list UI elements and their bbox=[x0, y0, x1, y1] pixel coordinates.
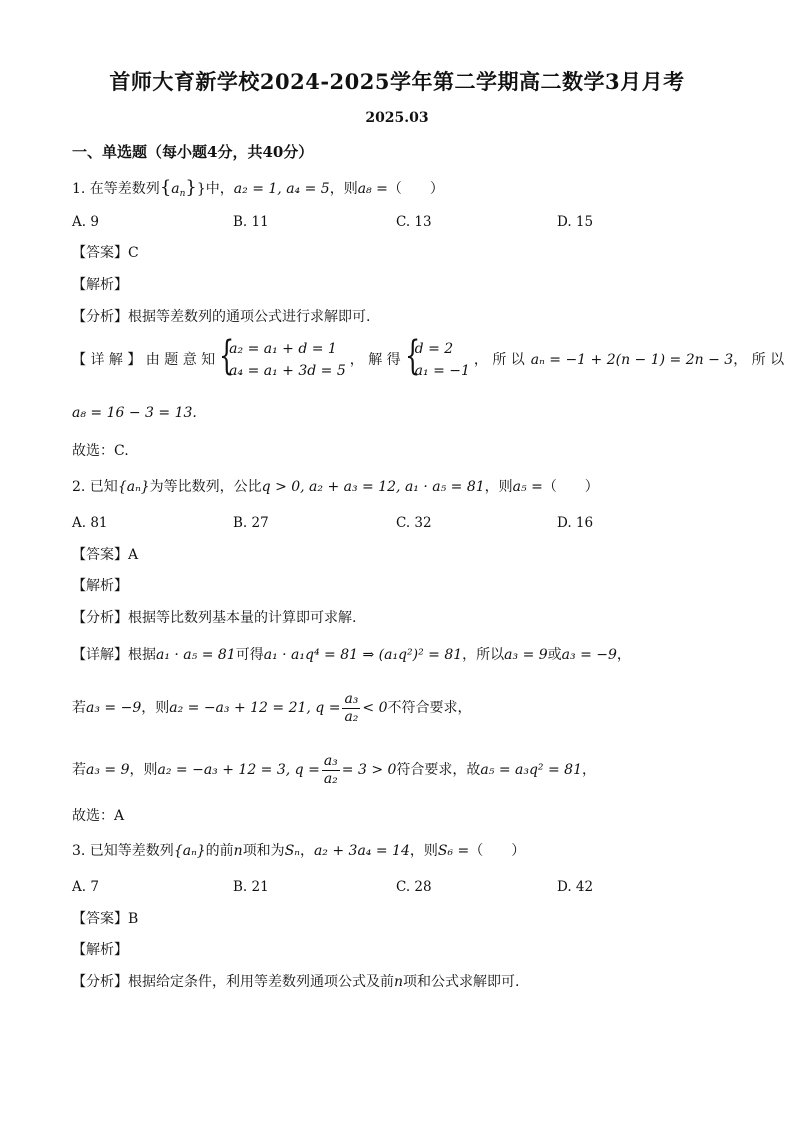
q1-condition: a₂ = 1, a₄ = 5 bbox=[233, 181, 330, 197]
q3-option-c: C. 28 bbox=[396, 879, 432, 895]
q3-ask: S₆ = bbox=[437, 843, 470, 859]
q2-fraction-1: $\frac{\text{a₃}}{\text{a₂}}$ bbox=[344, 690, 359, 725]
q2-sequence: {aₙ} bbox=[117, 479, 150, 495]
q1-general-term: aₙ = −1 + 2(n − 1) = 2n − 3 bbox=[530, 352, 734, 368]
q3-stem: 3. 已知等差数列{aₙ}的前n项和为Sₙ，a₂ + 3a₄ = 14，则S₆ =（ ） bbox=[72, 843, 526, 859]
q1-detail: 【 详 解 】 由 题 意 知 { a₂ = a₁ + d = 1 a₄ = a₁ + 3d = 5 ， 解 得 { d = 2 a₁ = −1 ， 所 以 aₙ = −1 + 2(n − 1) = 2n − 3， 所 以 bbox=[72, 338, 784, 382]
q1-option-d: D. 15 bbox=[557, 214, 594, 230]
q1-analysis: 【分析】根据等差数列的通项公式进行求解即可. bbox=[72, 309, 371, 325]
q1-equation-system: { a₂ = a₁ + d = 1 a₄ = a₁ + 3d = 5 bbox=[219, 333, 346, 379]
q3-option-d: D. 42 bbox=[557, 879, 594, 895]
q2-option-d: D. 16 bbox=[557, 515, 594, 531]
q2-analysis: 【分析】根据等比数列基本量的计算即可求解. bbox=[72, 610, 357, 626]
q1-ask: a₈ = bbox=[357, 181, 388, 197]
q3-condition: a₂ + 3a₄ = 14 bbox=[313, 843, 410, 859]
q2-answer: 【答案】A bbox=[72, 547, 139, 563]
q3-answer: 【答案】B bbox=[72, 911, 139, 927]
q1-answer: 【答案】C bbox=[72, 245, 139, 261]
q3-analysis-tag: 【解析】 bbox=[72, 942, 128, 958]
q2-analysis-tag: 【解析】 bbox=[72, 578, 128, 594]
q2-fraction-2: $\frac{\text{a₃}}{\text{a₂}}$ bbox=[323, 752, 338, 787]
q2-detail-1: 【详解】根据a₁ · a₅ = 81可得a₁ · a₁q⁴ = 81 ⇒ (a₁q²)² = 81，所以a₃ = 9或a₃ = −9， bbox=[72, 647, 631, 663]
q2-detail-2: 若a₃ = −9，则a₂ = −a₃ + 12 = 21, q = $\frac{\text{a₃}}{\text{a₂}}$ < 0不符合要求， bbox=[72, 690, 472, 725]
q1-option-b: B. 11 bbox=[233, 214, 269, 230]
q1-stem: 1. 在等差数列$\{a_n\}$}中，a₂ = 1, a₄ = 5，则a₈ =（ ） bbox=[72, 177, 444, 199]
q2-choose: 故选：A bbox=[72, 808, 125, 824]
exam-date: 2025.03 bbox=[365, 110, 429, 126]
q1-result: a₈ = 16 − 3 = 13. bbox=[72, 405, 197, 421]
q1-option-c: C. 13 bbox=[396, 214, 432, 230]
q1-solution-system: { d = 2 a₁ = −1 bbox=[404, 333, 470, 379]
q2-ask: a₅ = bbox=[512, 479, 543, 495]
q2-option-b: B. 27 bbox=[233, 515, 269, 531]
q1-choose: 故选：C. bbox=[72, 443, 129, 459]
q2-option-c: C. 32 bbox=[396, 515, 432, 531]
section-heading: 一、单选题（每小题4分，共40分） bbox=[72, 143, 314, 161]
q3-sequence: {aₙ} bbox=[173, 843, 206, 859]
q2-stem: 2. 已知{aₙ}为等比数列，公比q > 0, a₂ + a₃ = 12, a₁ · a₅ = 81，则a₅ =（ ） bbox=[72, 479, 599, 495]
q3-option-b: B. 21 bbox=[233, 879, 269, 895]
q2-detail-3: 若a₃ = 9，则a₂ = −a₃ + 12 = 3, q = $\frac{\text{a₃}}{\text{a₂}}$ = 3 > 0符合要求，故a₅ = a₃q² = 81， bbox=[72, 752, 596, 787]
q3-analysis: 【分析】根据给定条件，利用等差数列通项公式及前n项和公式求解即可. bbox=[72, 974, 520, 990]
q1-analysis-tag: 【解析】 bbox=[72, 277, 128, 293]
q3-option-a: A. 7 bbox=[72, 879, 99, 895]
q1-sequence: $\{a_n\}$ bbox=[159, 177, 197, 199]
q1-option-a: A. 9 bbox=[72, 214, 99, 230]
q2-option-a: A. 81 bbox=[72, 515, 108, 531]
q2-condition: q > 0, a₂ + a₃ = 12, a₁ · a₅ = 81 bbox=[261, 479, 485, 495]
exam-title: 首师大育新学校2024-2025学年第二学期高二数学3月月考 bbox=[109, 69, 685, 94]
